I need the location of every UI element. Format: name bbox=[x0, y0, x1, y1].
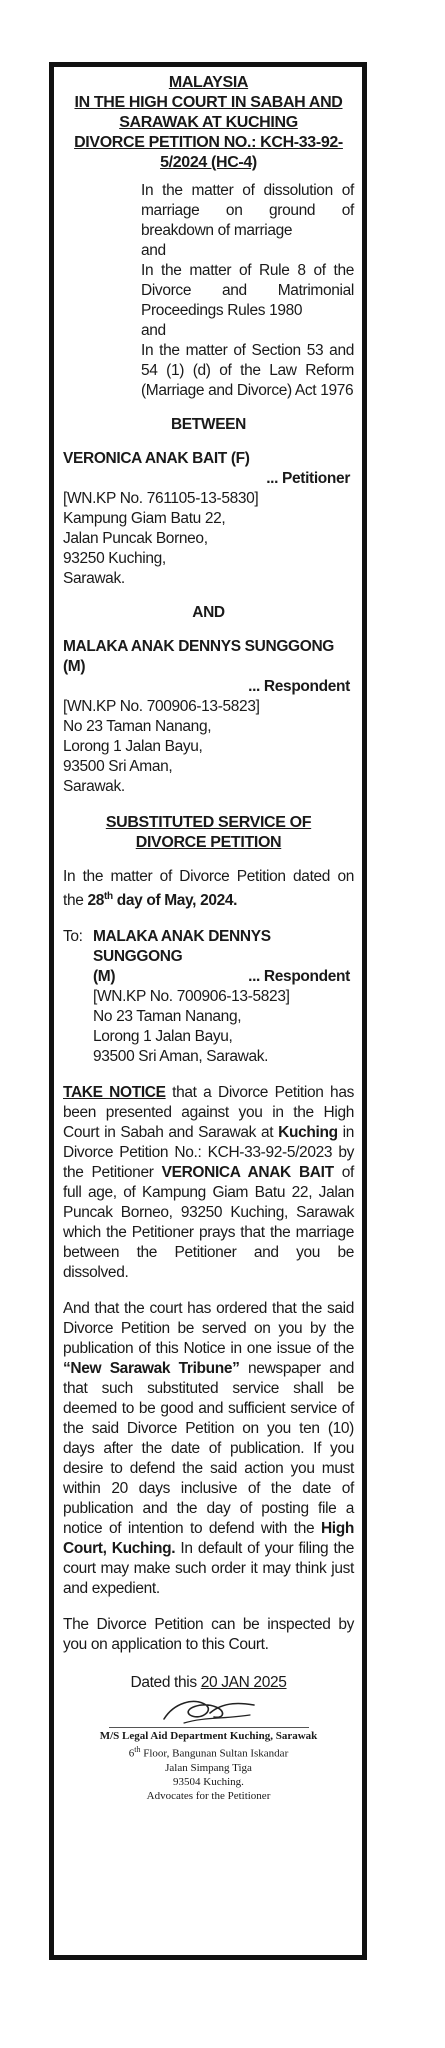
address-line: Sarawak. bbox=[63, 570, 125, 587]
matter-and: and bbox=[141, 322, 166, 339]
respondent-role: ... Respondent bbox=[248, 678, 350, 695]
petition-date-day bbox=[87, 892, 237, 909]
addressee-name: MALAKA ANAK DENNYS SUNGGONG bbox=[93, 928, 271, 966]
address-line: Lorong 1 Jalan Bayu, bbox=[63, 738, 203, 755]
petitioner-address bbox=[63, 489, 354, 589]
notice-content bbox=[63, 73, 354, 1803]
petitioner-name: VERONICA ANAK BAIT (F) bbox=[63, 450, 250, 467]
legal-notice bbox=[49, 62, 367, 1960]
heading-line: IN THE HIGH COURT IN SABAH AND bbox=[74, 94, 343, 111]
matter-text: In the matter of Rule 8 of the Divorce and Matrimonial Proceedings Rules 1980 bbox=[141, 262, 354, 319]
firm-block bbox=[63, 1727, 354, 1803]
address-line: 93500 Sri Aman, bbox=[63, 758, 173, 775]
matters-block bbox=[141, 181, 354, 401]
petition-date-text: In the matter of Divorce Petition dated on the bbox=[63, 868, 354, 910]
address-line: [WN.KP No. 700906-13-5823] bbox=[93, 988, 290, 1006]
petitioner-role: ... Petitioner bbox=[266, 470, 350, 487]
and-label: AND bbox=[192, 604, 225, 621]
respondent-block bbox=[63, 637, 354, 797]
to-label: To: bbox=[63, 928, 83, 946]
floor-building: Floor, Bangunan Sultan Iskandar bbox=[140, 1747, 289, 1760]
day-suffix: th bbox=[104, 891, 113, 902]
matter-and: and bbox=[141, 242, 166, 259]
address-line: [WN.KP No. 761105-13-5830] bbox=[63, 490, 259, 507]
dated-line bbox=[63, 1673, 354, 1693]
firm-address-line bbox=[63, 1743, 354, 1761]
petitioner-name-inline: VERONICA ANAK BAIT bbox=[161, 1164, 334, 1182]
paragraph-text: newspaper and that such substituted service shall be deemed to be good and sufficient service of the said Divorce Petition on you ten (10) days after the date of publication. If you desire to defend the said action you must within 20 days inclusive of the date of publication and the day of posting file a notice of intention to defend with the bbox=[63, 1360, 354, 1538]
dated-date: 20 JAN 2025 bbox=[200, 1674, 287, 1692]
petition-date-rest: day of May, 2024. bbox=[112, 892, 238, 910]
signature-area bbox=[63, 1693, 354, 1803]
paragraph-text: that a Divorce Petition has been presented against you in the High Court in Sabah and Sarawak at bbox=[63, 1084, 354, 1142]
heading-line: SARAWAK AT KUCHING bbox=[119, 114, 298, 131]
firm-address-line: Jalan Simpang Tiga bbox=[165, 1761, 252, 1774]
respondent-name: MALAKA ANAK DENNYS SUNGGONG (M) bbox=[63, 638, 334, 675]
address-line: No 23 Taman Nanang, bbox=[93, 1008, 242, 1026]
floor-suffix: th bbox=[134, 1745, 141, 1755]
paragraph-text: And that the court has ordered that the said Divorce Petition be served on you by the publication of this Notice in one issue of the bbox=[63, 1300, 354, 1358]
heading-line: 5/2024 (HC-4) bbox=[160, 154, 257, 171]
court-location: Kuching bbox=[278, 1124, 338, 1142]
address-line: 93500 Sri Aman, Sarawak. bbox=[93, 1048, 269, 1066]
respondent-address bbox=[63, 697, 354, 797]
day-number: 28 bbox=[87, 892, 105, 910]
matter-text: In the matter of dissolution of marriage on ground of breakdown of marriage bbox=[141, 182, 354, 239]
address-line: No 23 Taman Nanang, bbox=[63, 718, 212, 735]
take-notice-label: TAKE NOTICE bbox=[63, 1084, 166, 1102]
matter-text: In the matter of Section 53 and 54 (1) (d) of the Law Reform (Marriage and Divorce) Act 1976 bbox=[141, 342, 354, 399]
inspection-paragraph: The Divorce Petition can be inspected by you on application to this Court. bbox=[63, 1616, 354, 1654]
address-line: Kampung Giam Batu 22, bbox=[63, 510, 226, 527]
service-title-line: DIVORCE PETITION bbox=[135, 834, 282, 851]
dated-label: Dated this bbox=[130, 1674, 201, 1692]
address-line: Sarawak. bbox=[63, 778, 125, 795]
take-notice-paragraph bbox=[63, 1083, 354, 1283]
addressee-body bbox=[93, 927, 354, 1067]
addressee-gender: (M) bbox=[93, 968, 116, 986]
address-line: [WN.KP No. 700906-13-5823] bbox=[63, 698, 260, 715]
addressee-role: ... Respondent bbox=[248, 968, 350, 986]
addressee-block bbox=[63, 927, 354, 1067]
paragraph-text: In default of your filing the court may make such order it may think just and expedient. bbox=[63, 1540, 354, 1598]
address-line: 93250 Kuching, bbox=[63, 550, 166, 567]
floor-number: 6 bbox=[128, 1747, 135, 1760]
service-title bbox=[63, 813, 354, 853]
addressee-name-row bbox=[93, 967, 354, 987]
signature-mark bbox=[154, 1693, 264, 1727]
newspaper-name: “New Sarawak Tribune” bbox=[63, 1360, 240, 1378]
firm-name: M/S Legal Aid Department Kuching, Sarawak bbox=[99, 1730, 318, 1743]
heading-line: MALAYSIA bbox=[168, 74, 249, 91]
petitioner-block bbox=[63, 449, 354, 589]
between-label: BETWEEN bbox=[170, 416, 247, 433]
signature-line bbox=[109, 1727, 309, 1728]
firm-address-line: 93504 Kuching. bbox=[173, 1775, 244, 1788]
court-name-inline: High Court, Kuching. bbox=[63, 1520, 354, 1558]
heading-line: DIVORCE PETITION NO.: KCH-33-92- bbox=[74, 134, 343, 151]
firm-role: Advocates for the Petitioner bbox=[146, 1789, 271, 1802]
service-title-line: SUBSTITUTED SERVICE OF bbox=[105, 814, 312, 831]
address-line: Lorong 1 Jalan Bayu, bbox=[93, 1028, 233, 1046]
paragraph-text: of full age, of Kampung Giam Batu 22, Jalan Puncak Borneo, 93250 Kuching, Sarawak which the Petitioner prays that the marriage between the Petitioner and you be dissolved. bbox=[63, 1164, 354, 1282]
court-heading bbox=[63, 73, 354, 173]
petition-date-paragraph bbox=[63, 867, 354, 911]
address-line: Jalan Puncak Borneo, bbox=[63, 530, 208, 547]
paragraph-text: in Divorce Petition No.: KCH-33-92-5/2023 by the Petitioner bbox=[63, 1124, 354, 1182]
court-order-paragraph bbox=[63, 1299, 354, 1599]
